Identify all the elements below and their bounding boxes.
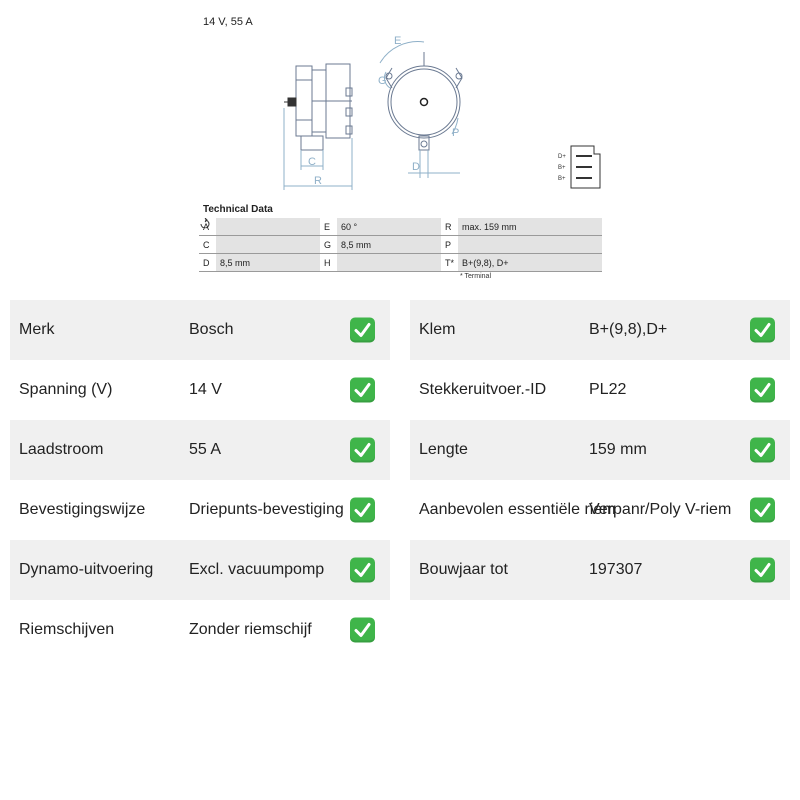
spec-row-length — [410, 420, 790, 480]
spec-label: Aanbevolen essentiële riem — [419, 501, 616, 518]
check-mark-button-icon — [350, 558, 375, 583]
table-value: 8,5 mm — [216, 254, 320, 272]
spec-row-plug-id — [410, 360, 790, 420]
spec-value: Bosch — [189, 321, 234, 338]
spec-value: Zonder riemschijf — [189, 621, 312, 638]
terminal-label: D+ — [558, 154, 566, 160]
spec-label: Dynamo-uitvoering — [19, 561, 154, 578]
spec-row-terminal — [410, 300, 790, 360]
spec-label: Riemschijven — [19, 621, 115, 638]
table-value: 60 ° — [337, 218, 441, 236]
spec-label: Stekkeruitvoer.-ID — [419, 381, 547, 398]
spec-summary-label: 14 V, 55 A — [203, 16, 253, 28]
table-key: C — [199, 236, 216, 254]
table-row — [199, 254, 602, 272]
spec-label: Spanning (V) — [19, 381, 113, 398]
table-key: G — [320, 236, 337, 254]
dim-label-g: G — [378, 75, 387, 87]
spec-row-alternator-version — [10, 540, 390, 600]
spec-row-pulleys — [10, 600, 390, 660]
table-footnote: * Terminal — [460, 273, 491, 280]
spec-label: Klem — [419, 321, 456, 338]
dim-label-r: R — [314, 175, 322, 187]
spec-row-mounting — [10, 480, 390, 540]
check-mark-button-icon — [350, 318, 375, 343]
terminal-label: B+ — [558, 165, 566, 171]
spec-value: PL22 — [589, 381, 627, 398]
technical-data-title: Technical Data — [203, 204, 273, 215]
spec-value: Verpanr/Poly V-riem — [589, 501, 732, 518]
check-mark-button-icon — [350, 618, 375, 643]
check-mark-button-icon — [750, 318, 775, 343]
spec-value: 14 V — [189, 381, 222, 398]
spec-row-voltage — [10, 360, 390, 420]
table-key: P — [441, 236, 458, 254]
table-value: B+(9,8), D+ — [458, 254, 602, 272]
table-value: max. 159 mm — [458, 218, 602, 236]
connector-diagram — [571, 146, 600, 188]
check-mark-button-icon — [750, 378, 775, 403]
spec-row-recommended-belt — [410, 480, 790, 540]
check-mark-button-icon — [750, 498, 775, 523]
spec-label: Bevestigingswijze — [19, 501, 146, 518]
spec-row-build-year — [410, 540, 790, 600]
dim-label-p: P — [452, 127, 460, 139]
table-value — [337, 254, 441, 272]
table-key: E — [320, 218, 337, 236]
spec-label: Lengte — [419, 441, 468, 458]
spec-list-left — [10, 300, 390, 660]
check-mark-button-icon — [350, 378, 375, 403]
check-mark-button-icon — [750, 438, 775, 463]
spec-value: 55 A — [189, 441, 222, 458]
spec-row-current — [10, 420, 390, 480]
spec-label: Bouwjaar tot — [419, 561, 508, 578]
technical-drawing — [196, 8, 608, 286]
table-value — [216, 236, 320, 254]
spec-label: Merk — [19, 321, 55, 338]
check-mark-button-icon — [350, 438, 375, 463]
spec-value: B+(9,8),D+ — [589, 321, 668, 338]
table-key: T* — [441, 254, 458, 272]
table-key: D — [199, 254, 216, 272]
table-key: R — [441, 218, 458, 236]
alternator-diagram — [196, 8, 608, 203]
table-value — [216, 218, 320, 236]
table-row — [199, 218, 602, 236]
dim-label-e: E — [394, 35, 402, 47]
check-mark-button-icon — [750, 558, 775, 583]
spec-row-brand — [10, 300, 390, 360]
pulley-rotation-icon — [458, 236, 602, 254]
table-key: A — [199, 218, 216, 236]
spec-label: Laadstroom — [19, 441, 104, 458]
check-mark-button-icon — [350, 498, 375, 523]
spec-list-right — [410, 300, 790, 600]
terminal-label: B+ — [558, 176, 566, 182]
table-value: 8,5 mm — [337, 236, 441, 254]
spec-value: 197307 — [589, 561, 643, 578]
table-key: H — [320, 254, 337, 272]
dim-label-d: D — [412, 161, 420, 173]
dim-label-c: C — [308, 156, 316, 168]
spec-value: Excl. vacuumpomp — [189, 561, 325, 578]
spec-value: Driepunts-bevestiging — [189, 501, 344, 518]
table-row — [199, 236, 602, 254]
spec-value: 159 mm — [589, 441, 647, 458]
technical-data-table — [199, 218, 602, 272]
